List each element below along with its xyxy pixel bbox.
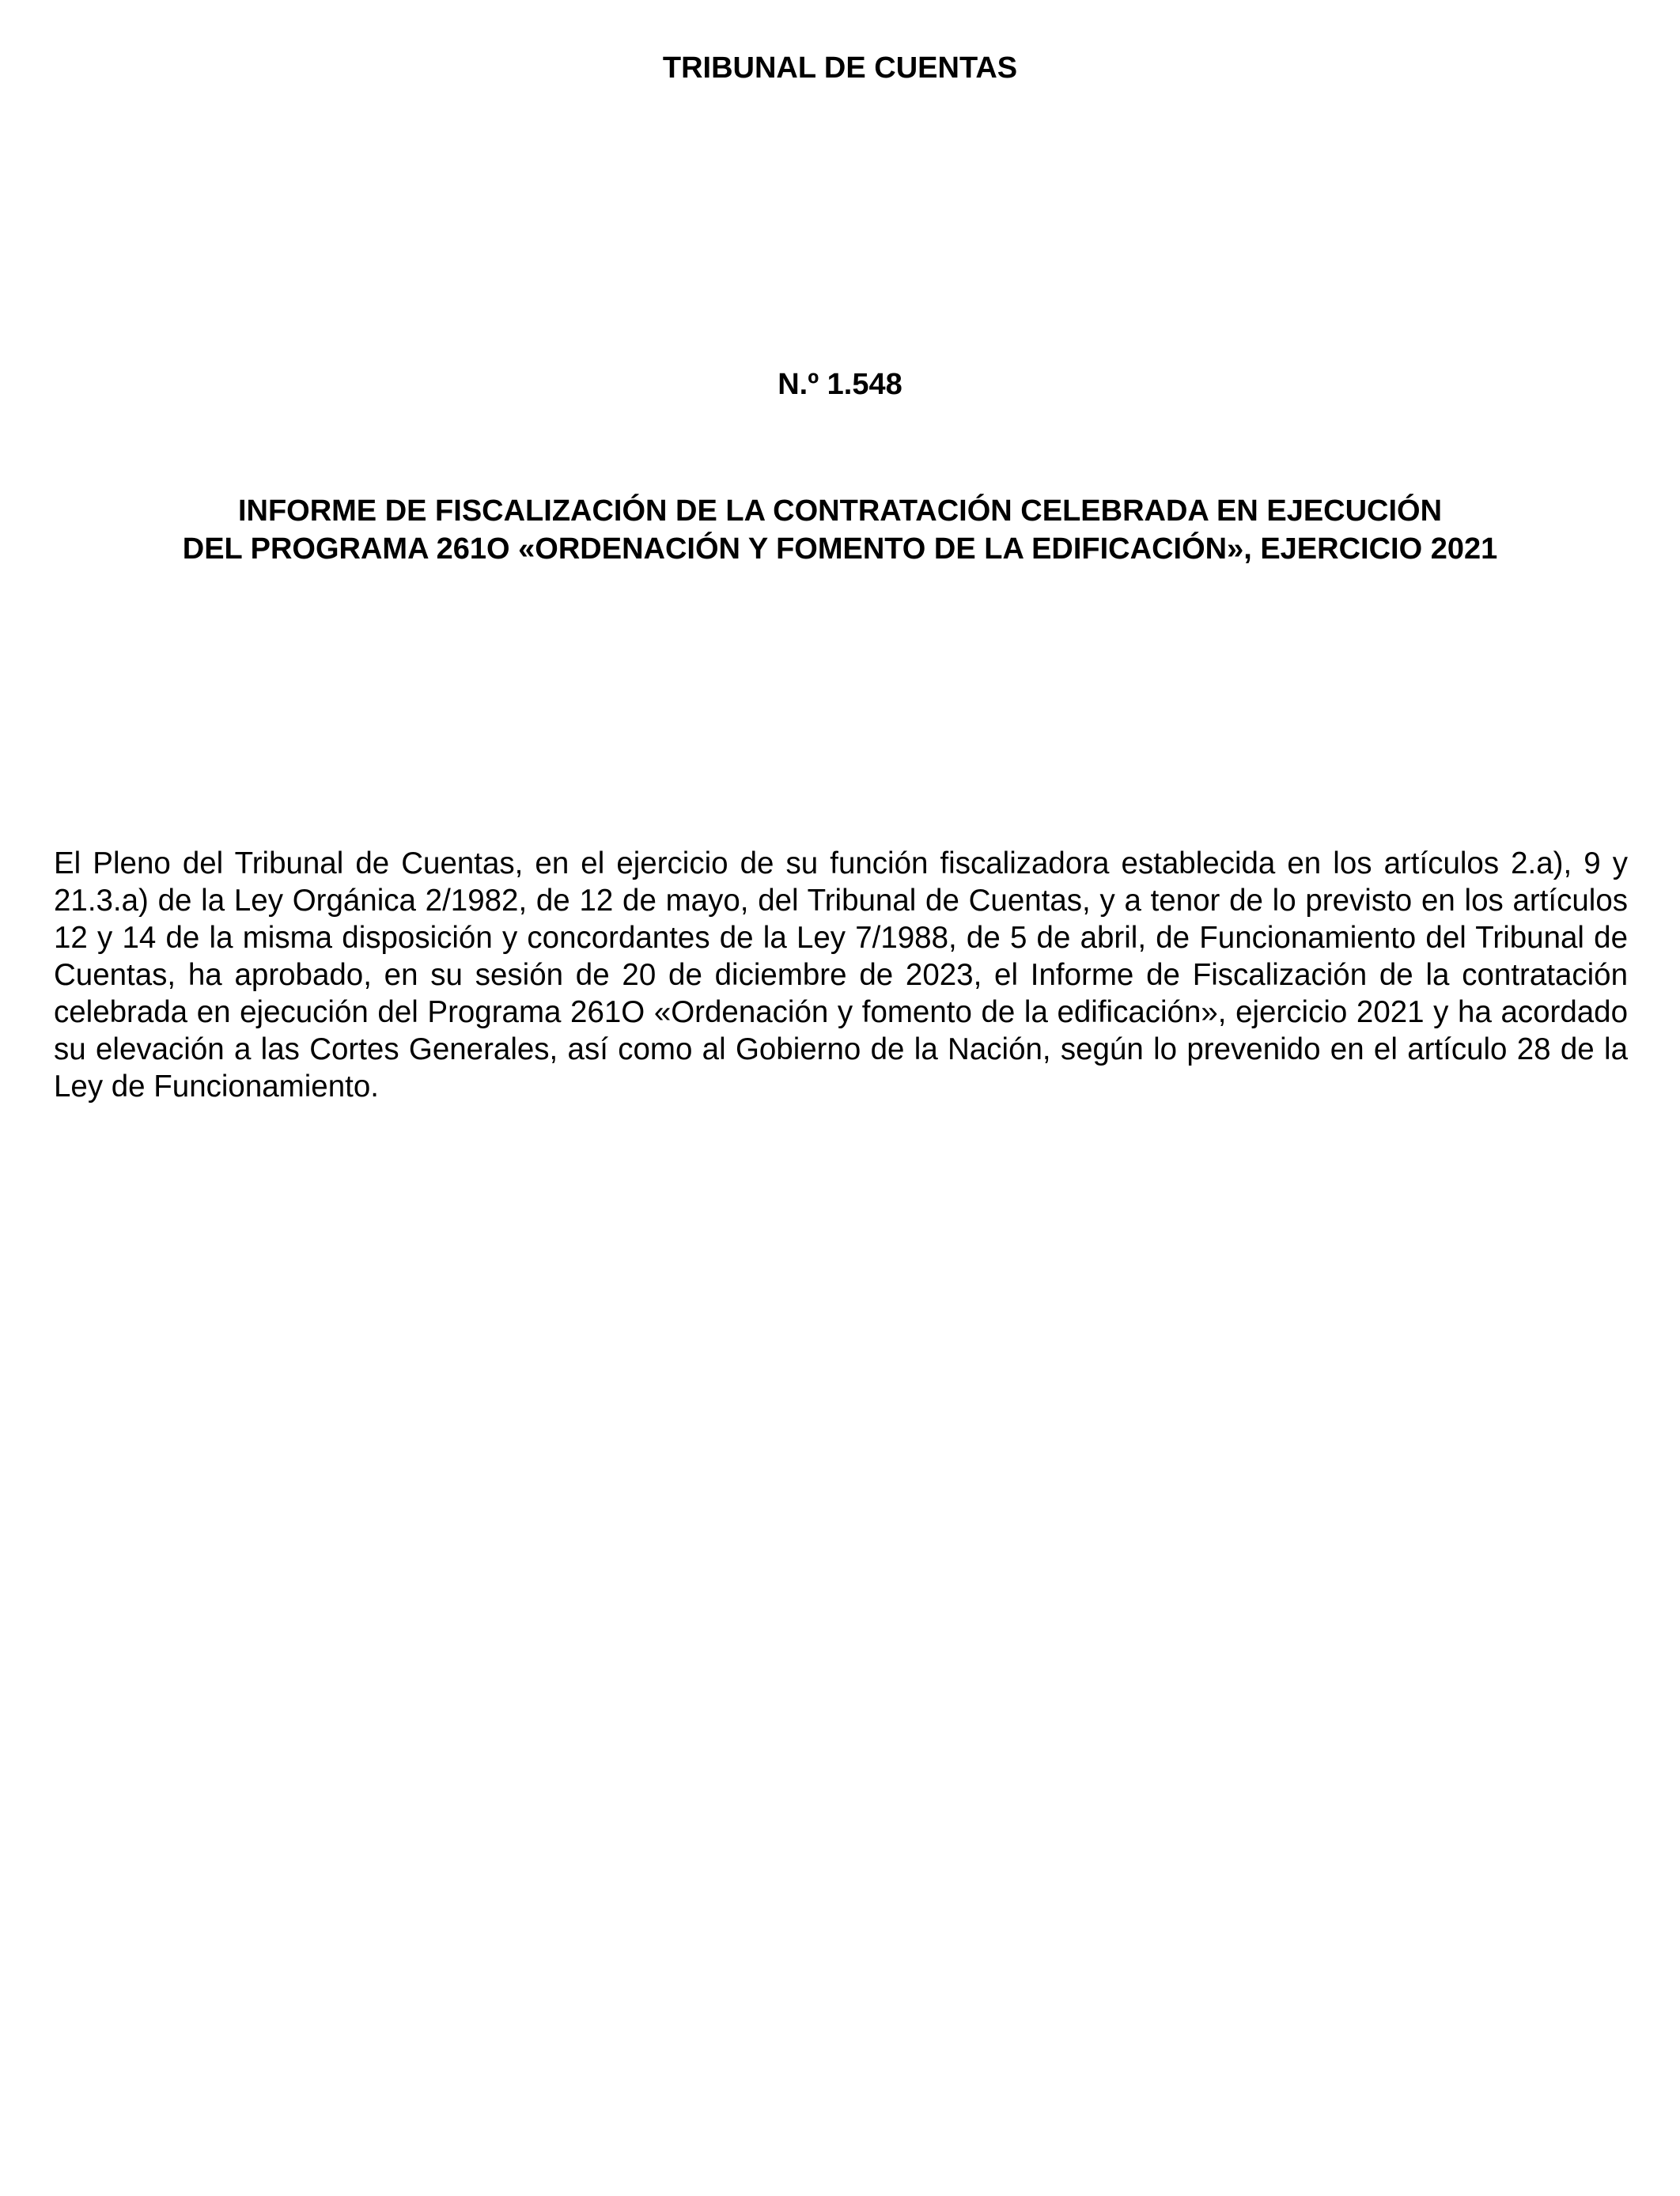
report-number: N.º 1.548 [778, 368, 902, 401]
report-title [63, 492, 1617, 568]
report-title-line-2: DEL PROGRAMA 261O «ORDENACIÓN Y FOMENTO DE LA EDIFICACIÓN», EJERCICIO 2021 [182, 532, 1498, 566]
institution-heading: TRIBUNAL DE CUENTAS [662, 51, 1018, 85]
report-title-line-1: INFORME DE FISCALIZACIÓN DE LA CONTRATACIÓN CELEBRADA EN EJECUCIÓN [237, 494, 1443, 528]
approval-paragraph: El Pleno del Tribunal de Cuentas, en el ejercicio de su función fiscalizadora establecida en los artículos 2.a), 9 y 21.3.a) de la Ley Orgánica 2/1982, de 12 de mayo, del Tribunal de Cuentas, y a tenor de lo previsto en los artículos 12 y 14 de la misma disposición y concordantes de la Ley 7/1988, de 5 de abril, de Funcionamiento del Tribunal de Cuentas, ha aprobado, en su sesión de 20 de diciembre de 2023, el Informe de Fiscalización de la contratación celebrada en ejecución del Programa 261O «Ordenación y fomento de la edificación», ejercicio 2021 y ha acordado su elevación a las Cortes Generales, así como al Gobierno de la Nación, según lo prevenido en el artículo 28 de la Ley de Funcionamiento. [54, 846, 1628, 1104]
